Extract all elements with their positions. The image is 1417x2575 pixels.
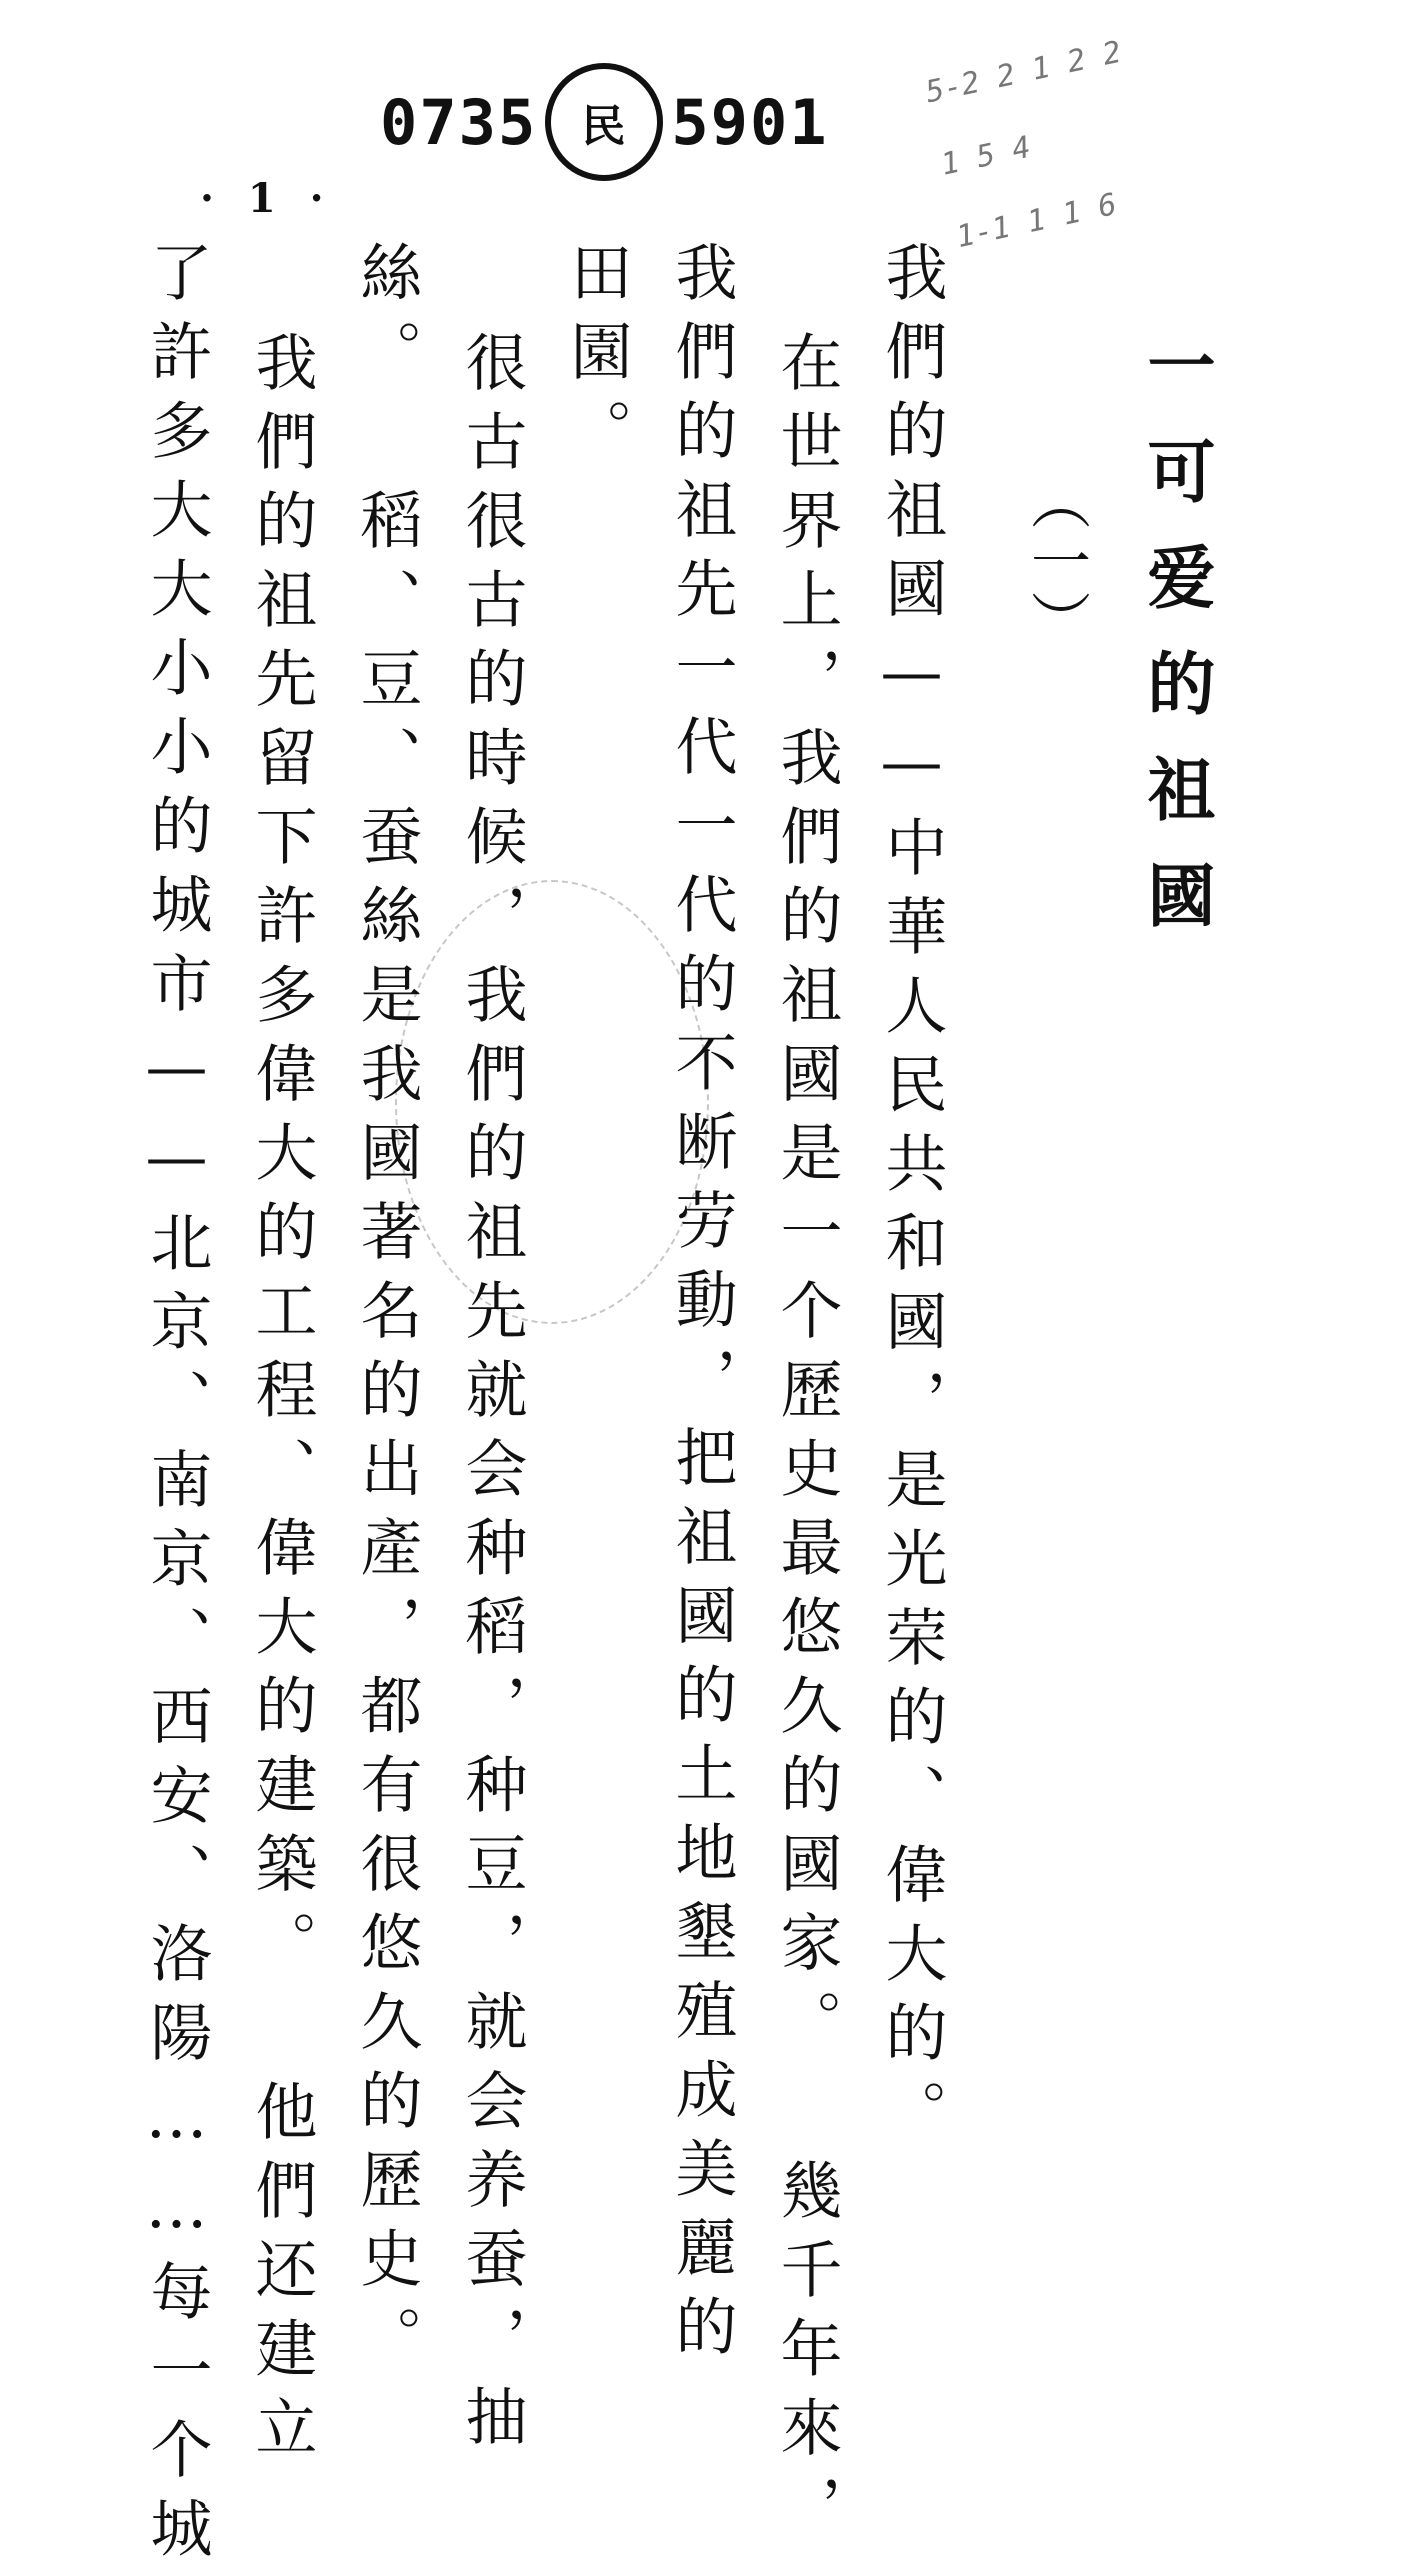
catalog-number-left: 0735 bbox=[380, 85, 538, 159]
chapter-number-text: 一 bbox=[1136, 330, 1216, 436]
text-column-5: 很古很古的時候，我們的祖先就会种稻，种豆，就会养蚕，抽 bbox=[455, 330, 528, 2463]
catalog-number-right: 5901 bbox=[671, 85, 829, 159]
library-stamp bbox=[545, 63, 663, 181]
text-column-7: 我們的祖先留下許多偉大的工程、偉大的建築。 他們还建立 bbox=[245, 330, 318, 2474]
text-column-6: 絲。 稻、豆、蚕絲是我國著名的出產，都有很悠久的歷史。 bbox=[350, 240, 423, 2384]
chapter-title: 可爱的祖國 bbox=[1136, 436, 1216, 966]
text-column-2: 在世界上，我們的祖國是一个歷史最悠久的國家。 幾千年來， bbox=[770, 330, 843, 2553]
catalog-number bbox=[380, 62, 829, 182]
faint-stamp-impression bbox=[395, 880, 709, 1324]
handwritten-line: 5-2 2 1 2 2 bbox=[922, 34, 1125, 111]
handwritten-line: 1-1 1 1 6 bbox=[953, 187, 1120, 256]
text-column-8: 了許多大大小小的城市——北京、南京、西安、洛陽……每一个城 bbox=[140, 240, 213, 2575]
text-column-1: 我們的祖國——中華人民共和國，是光荣的、偉大的。 bbox=[875, 240, 948, 2158]
text-column-3: 我們的祖先一代一代的不断劳動，把祖國的土地墾殖成美麗的 bbox=[665, 240, 738, 2373]
text-column-4: 田園。 bbox=[560, 240, 633, 477]
section-number: （一） bbox=[1021, 470, 1091, 650]
stamp-char: 民 bbox=[581, 101, 628, 152]
chapter-heading bbox=[1128, 330, 1225, 966]
page-number: · 1 · bbox=[200, 175, 334, 222]
handwritten-notes bbox=[919, 8, 1202, 283]
handwritten-line: 1 5 4 bbox=[938, 129, 1034, 183]
